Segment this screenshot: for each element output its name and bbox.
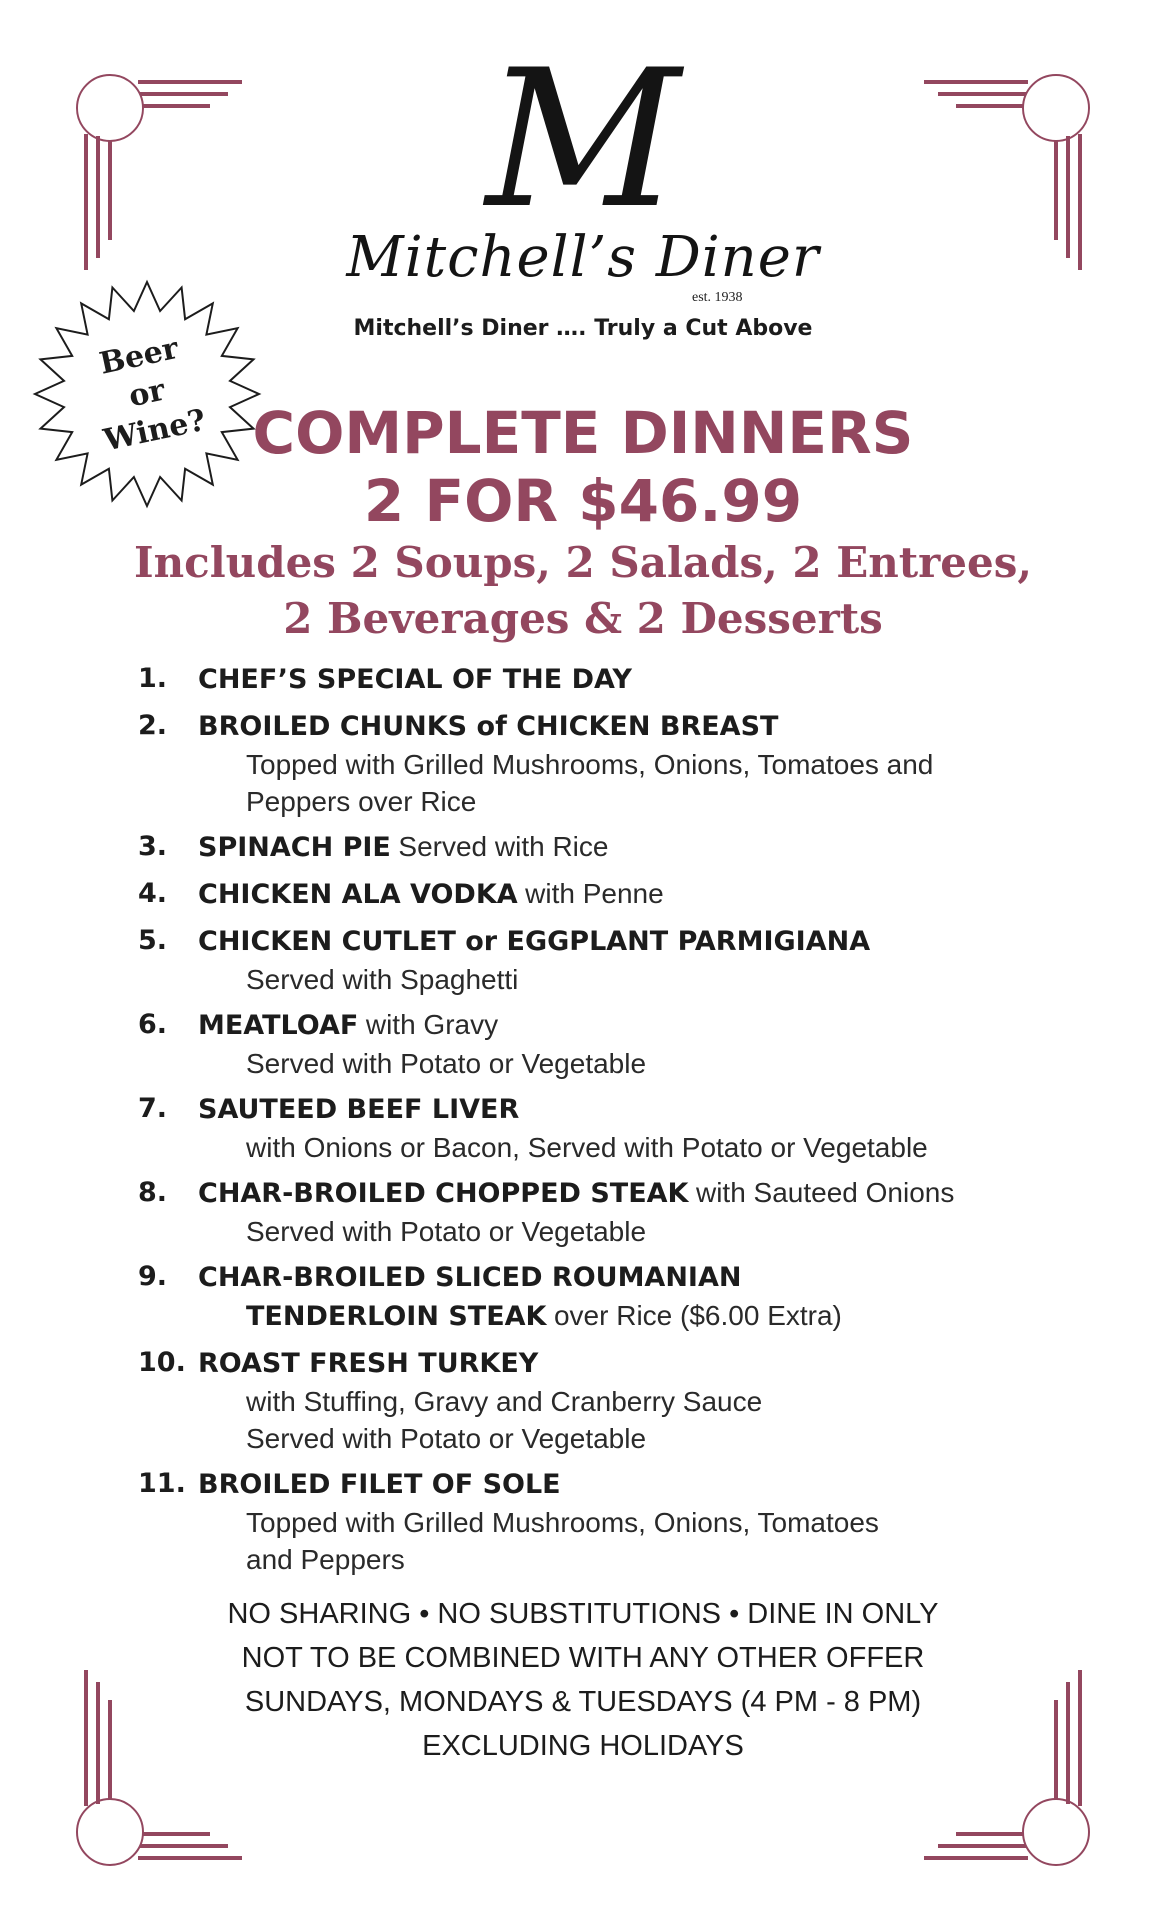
menu-item-number: 11. bbox=[138, 1468, 186, 1499]
menu-item-description: Served with Potato or Vegetable bbox=[246, 1423, 647, 1454]
dinner-menu-list bbox=[138, 660, 1038, 1586]
menu-item-name: CHAR-BROILED SLICED ROUMANIAN bbox=[198, 1262, 742, 1293]
menu-item-number: 9. bbox=[138, 1261, 168, 1292]
menu-item-name: MEATLOAF bbox=[198, 1010, 359, 1041]
menu-item-description: Topped with Grilled Mushrooms, Onions, Tomatoes and bbox=[246, 749, 934, 780]
menu-item-name-cont: TENDERLOIN STEAK bbox=[246, 1301, 547, 1332]
menu-item-number: 7. bbox=[138, 1093, 168, 1124]
includes-text bbox=[0, 535, 1166, 647]
established-year: est. 1938 bbox=[692, 290, 743, 305]
menu-item-name: CHAR-BROILED CHOPPED STEAK bbox=[198, 1178, 689, 1209]
footer-terms bbox=[0, 1592, 1166, 1768]
logo-monogram-letter: M bbox=[485, 55, 681, 215]
headline-price: 2 FOR $46.99 bbox=[363, 467, 803, 535]
menu-item bbox=[138, 1465, 1038, 1578]
badge-line: Wine? bbox=[100, 402, 209, 459]
menu-item-name: CHICKEN CUTLET or EGGPLANT PARMIGIANA bbox=[198, 926, 871, 957]
menu-item-number: 2. bbox=[138, 710, 168, 741]
includes-line: 2 Beverages & 2 Desserts bbox=[283, 594, 883, 643]
menu-item bbox=[138, 1006, 1038, 1082]
menu-item bbox=[138, 922, 1038, 998]
badge-line: or bbox=[125, 372, 169, 415]
menu-item-name: BROILED CHUNKS of CHICKEN BREAST bbox=[198, 711, 779, 742]
menu-item bbox=[138, 828, 1038, 867]
menu-item-description: and Peppers bbox=[246, 1544, 405, 1575]
menu-item-number: 8. bbox=[138, 1177, 168, 1208]
menu-item-description: Served with Spaghetti bbox=[246, 964, 519, 995]
menu-item bbox=[138, 1174, 1038, 1250]
menu-item-number: 5. bbox=[138, 925, 168, 956]
tagline: Mitchell’s Diner …. Truly a Cut Above bbox=[353, 316, 813, 341]
menu-item-name: ROAST FRESH TURKEY bbox=[198, 1348, 539, 1379]
menu-item-inline-desc: with Penne bbox=[525, 878, 664, 909]
footer-line: EXCLUDING HOLIDAYS bbox=[422, 1730, 744, 1762]
menu-item-description: Served with Potato or Vegetable bbox=[246, 1216, 647, 1247]
menu-item-name: CHEF’S SPECIAL OF THE DAY bbox=[198, 664, 632, 695]
headline-complete-dinners: COMPLETE DINNERS bbox=[252, 399, 914, 467]
menu-item-name: BROILED FILET OF SOLE bbox=[198, 1469, 561, 1500]
menu-item-description: with Stuffing, Gravy and Cranberry Sauce bbox=[246, 1386, 763, 1417]
footer-line: SUNDAYS, MONDAYS & TUESDAYS (4 PM - 8 PM) bbox=[244, 1686, 922, 1718]
menu-item bbox=[138, 707, 1038, 820]
menu-item-number: 3. bbox=[138, 831, 168, 862]
menu-item bbox=[138, 875, 1038, 914]
menu-item-inline-desc: Served with Rice bbox=[398, 831, 609, 862]
menu-item bbox=[138, 1344, 1038, 1457]
includes-line: Includes 2 Soups, 2 Salads, 2 Entrees, bbox=[133, 538, 1033, 587]
footer-line: NO SHARING • NO SUBSTITUTIONS • DINE IN ONLY bbox=[227, 1598, 939, 1630]
menu-item-name: SAUTEED BEEF LIVER bbox=[198, 1094, 520, 1125]
logo-name: Mitchell’s Diner bbox=[346, 225, 820, 290]
menu-item-number: 6. bbox=[138, 1009, 168, 1040]
menu-item-number: 10. bbox=[138, 1347, 186, 1378]
menu-item-inline-desc: with Sauteed Onions bbox=[695, 1177, 955, 1208]
menu-item-description: Served with Potato or Vegetable bbox=[246, 1048, 647, 1079]
menu-item-name: SPINACH PIE bbox=[198, 832, 391, 863]
menu-item-number: 1. bbox=[138, 663, 168, 694]
menu-item-description: Topped with Grilled Mushrooms, Onions, Tomatoes bbox=[246, 1507, 879, 1538]
menu-item-name: CHICKEN ALA VODKA bbox=[198, 879, 518, 910]
menu-item-description: with Onions or Bacon, Served with Potato or Vegetable bbox=[246, 1132, 928, 1163]
menu-item-description: Peppers over Rice bbox=[246, 786, 477, 817]
footer-line: NOT TO BE COMBINED WITH ANY OTHER OFFER bbox=[241, 1642, 925, 1674]
menu-item-inline-desc: over Rice ($6.00 Extra) bbox=[553, 1300, 842, 1331]
logo-monogram bbox=[0, 55, 1166, 215]
menu-item-number: 4. bbox=[138, 878, 168, 909]
menu-item-inline-desc: with Gravy bbox=[365, 1009, 499, 1040]
menu-item bbox=[138, 660, 1038, 699]
badge-line: Beer bbox=[96, 330, 182, 382]
menu-item bbox=[138, 1258, 1038, 1336]
menu-item bbox=[138, 1090, 1038, 1166]
